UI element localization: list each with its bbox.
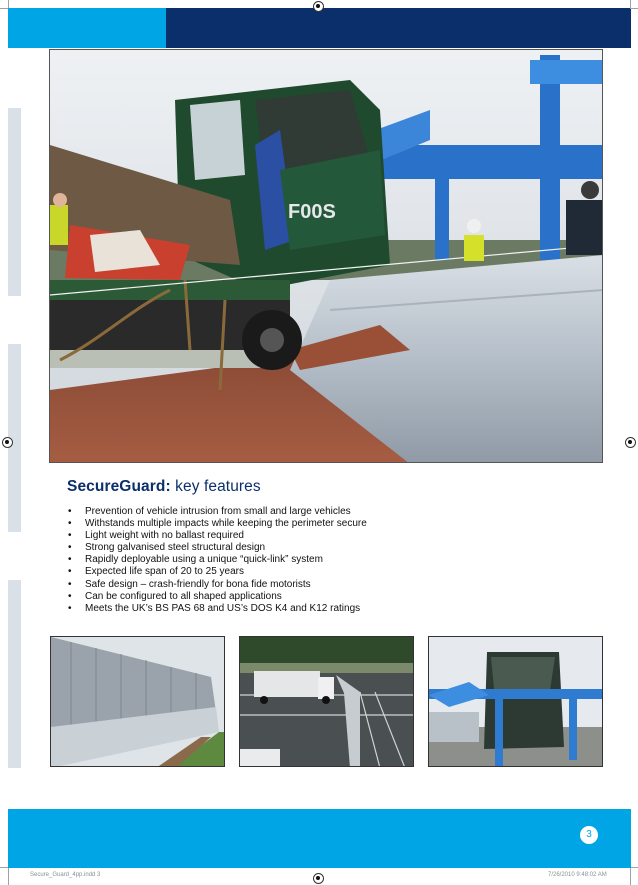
features-list bbox=[67, 506, 587, 615]
crop-mark bbox=[0, 8, 8, 9]
registration-mark-icon bbox=[313, 1, 324, 12]
crop-mark bbox=[630, 8, 638, 9]
side-tab-lower bbox=[8, 580, 21, 768]
slug-timestamp: 7/26/2010 9:48:02 AM bbox=[548, 872, 607, 878]
registration-mark-icon bbox=[2, 437, 13, 448]
key-features-section bbox=[67, 478, 587, 615]
list-item: • Safe design – crash-friendly for bona fide motorists bbox=[67, 579, 587, 591]
slug-filename: Secure_Guard_4pp.indd 3 bbox=[30, 872, 101, 878]
crop-mark bbox=[8, 0, 9, 8]
crop-mark bbox=[630, 0, 631, 8]
thumbnail-fence-barrier bbox=[50, 636, 225, 767]
list-item: • Strong galvanised steel structural design bbox=[67, 542, 587, 554]
page-number: 3 bbox=[580, 826, 598, 844]
top-band-navy bbox=[166, 8, 631, 48]
thumbnail-crash-wreck bbox=[428, 636, 603, 767]
features-heading bbox=[67, 478, 587, 496]
bottom-band bbox=[8, 809, 631, 868]
features-heading-rest: key features bbox=[170, 478, 261, 495]
list-item: • Can be configured to all shaped applications bbox=[67, 591, 587, 603]
list-item: • Light weight with no ballast required bbox=[67, 530, 587, 542]
hero-crash-photo bbox=[49, 49, 603, 463]
list-item: • Rapidly deployable using a unique “quick-link” system bbox=[67, 554, 587, 566]
list-item: • Expected life span of 20 to 25 years bbox=[67, 566, 587, 578]
list-item: • Withstands multiple impacts while keeping the perimeter secure bbox=[67, 518, 587, 530]
cab-lettering: F00S bbox=[288, 201, 336, 223]
registration-mark-icon bbox=[625, 437, 636, 448]
list-item: • Meets the UK’s BS PAS 68 and US’s DOS K4 and K12 ratings bbox=[67, 603, 587, 615]
list-item: • Prevention of vehicle intrusion from small and large vehicles bbox=[67, 506, 587, 518]
thumbnail-truck-test-site bbox=[239, 636, 414, 767]
features-brand: SecureGuard: bbox=[67, 478, 171, 495]
crop-mark bbox=[8, 868, 9, 885]
top-band-cyan bbox=[8, 8, 166, 48]
side-tab-upper bbox=[8, 108, 21, 296]
registration-mark-icon bbox=[313, 873, 324, 884]
crop-mark bbox=[630, 868, 631, 885]
crop-mark bbox=[630, 867, 638, 868]
crop-mark bbox=[0, 867, 8, 868]
